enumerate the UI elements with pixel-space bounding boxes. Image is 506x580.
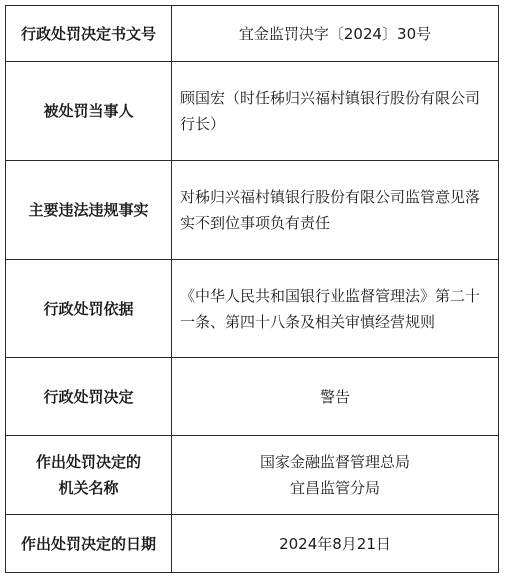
row-value-document-number: 宜金监罚决字〔2024〕30号 — [172, 6, 499, 62]
row-value-penalized-party: 顾国宏（时任秭归兴福村镇银行股份有限公司行长） — [172, 62, 499, 161]
row-label-penalized-party: 被处罚当事人 — [6, 62, 172, 161]
row-value-authority-name — [172, 436, 499, 515]
row-value-violation-facts: 对秭归兴福村镇银行股份有限公司监管意见落实不到位事项负有责任 — [172, 161, 499, 260]
table-row — [6, 358, 499, 436]
penalty-info-table — [5, 5, 499, 573]
table-row — [6, 6, 499, 62]
row-label-authority-name — [6, 436, 172, 515]
row-label-document-number: 行政处罚决定书文号 — [6, 6, 172, 62]
table-row — [6, 515, 499, 573]
row-value-authority-name-line-2: 宜昌监管分局 — [289, 479, 380, 497]
row-label-violation-facts: 主要违法违规事实 — [6, 161, 172, 260]
row-value-penalty-basis: 《中华人民共和国银行业监督管理法》第二十一条、第四十八条及相关审慎经营规则 — [172, 260, 499, 358]
row-label-authority-name-line-1: 作出处罚决定的 — [35, 453, 141, 471]
row-label-penalty-basis: 行政处罚依据 — [6, 260, 172, 358]
row-label-authority-name-line-2: 机关名称 — [58, 479, 119, 497]
table-row — [6, 260, 499, 358]
row-value-authority-name-line-1: 国家金融监督管理总局 — [259, 453, 410, 471]
table-row — [6, 62, 499, 161]
row-label-penalty-decision: 行政处罚决定 — [6, 358, 172, 436]
row-value-decision-date: 2024年8月21日 — [172, 515, 499, 573]
table-row — [6, 161, 499, 260]
row-label-decision-date: 作出处罚决定的日期 — [6, 515, 172, 573]
table-row — [6, 436, 499, 515]
row-value-penalty-decision: 警告 — [172, 358, 499, 436]
